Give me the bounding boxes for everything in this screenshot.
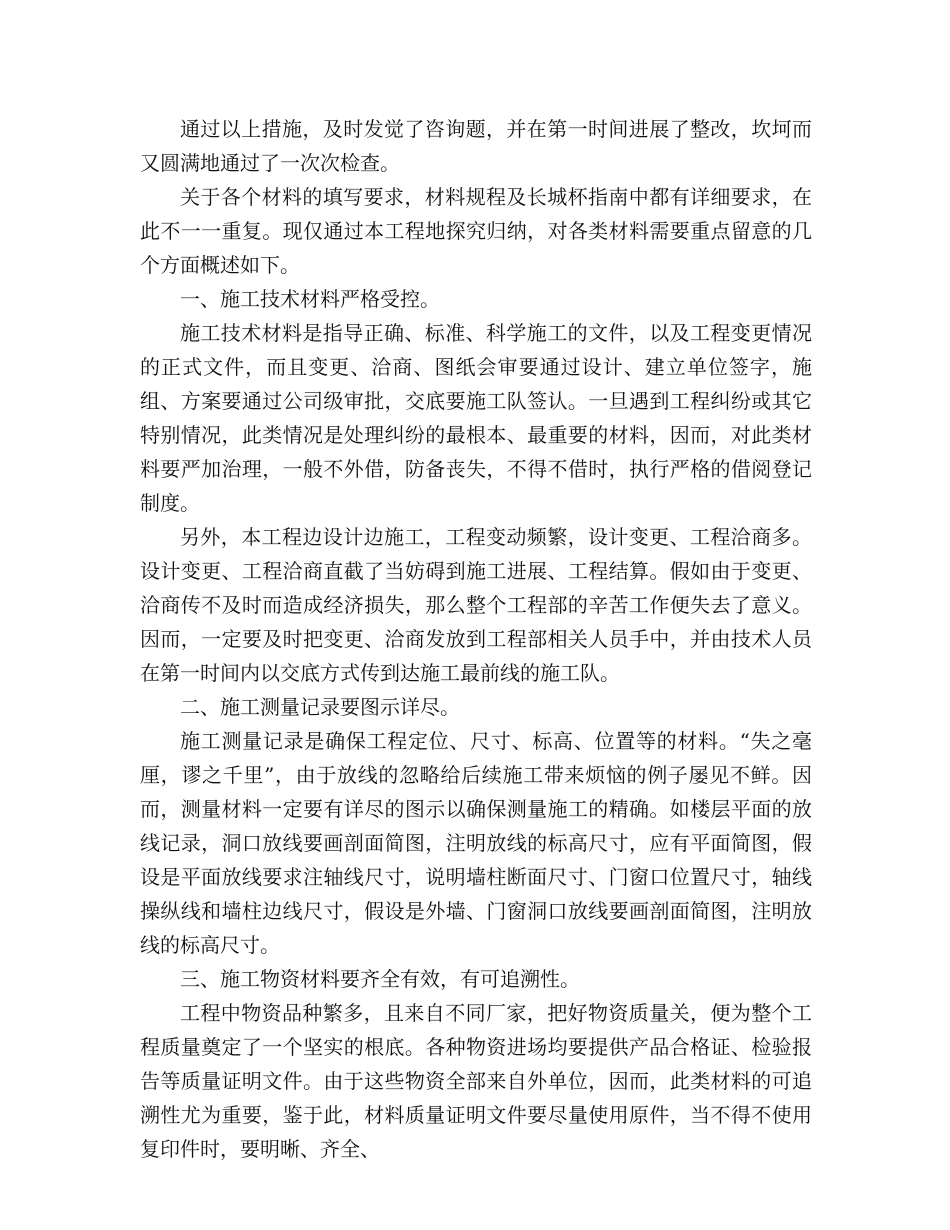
paragraph: 工程中物资品种繁多，且来自不同厂家，把好物资质量关，便为整个工程质量奠定了一个坚实的根底。各种物资进场均要提供产品合格证、检验报告等质量证明文件。由于这些物资全部来自外单位，因而，此类材料的可追溯性尤为重要，鉴于此，材料质量证明文件要尽量使用原件，当不得不使用复印件时，要明晰、齐全、 (140, 1001, 812, 1161)
paragraph: 另外，本工程边设计边施工，工程变动频繁，设计变更、工程洽商多。设计变更、工程洽商直截了当妨碍到施工进展、工程结算。假如由于变更、洽商传不及时而造成经济损失，那么整个工程部的辛苦工作便失去了意义。因而，一定要及时把变更、洽商发放到工程部相关人员手中，并由技术人员在第一时间内以交底方式传到达施工最前线的施工队。 (140, 525, 812, 685)
document-body (140, 112, 812, 1166)
section-heading: 二、施工测量记录要图示详尽。 (180, 695, 460, 719)
paragraph: 施工测量记录是确保工程定位、尺寸、标高、位置等的材料。“失之毫厘，谬之千里”，由于放线的忽略给后续施工带来烦恼的例子屡见不鲜。因而，测量材料一定要有详尽的图示以确保测量施工的精确。如楼层平面的放线记录，洞口放线要画剖面简图，注明放线的标高尺寸，应有平面简图，假设是平面放线要求注轴线尺寸，说明墙柱断面尺寸、门窗口位置尺寸，轴线操纵线和墙柱边线尺寸，假设是外墙、门窗洞口放线要画剖面简图，注明放线的标高尺寸。 (140, 729, 812, 957)
paragraph: 关于各个材料的填写要求，材料规程及长城杯指南中都有详细要求，在此不一一重复。现仅通过本工程地探究归纳，对各类材料需要重点留意的几个方面概述如下。 (140, 185, 812, 277)
section-heading: 三、施工物资材料要齐全有效，有可追溯性。 (180, 967, 580, 991)
paragraph: 施工技术材料是指导正确、标准、科学施工的文件，以及工程变更情况的正式文件，而且变更、洽商、图纸会审要通过设计、建立单位签字，施组、方案要通过公司级审批，交底要施工队签认。一旦遇到工程纠纷或其它特别情况，此类情况是处理纠纷的最根本、最重要的材料，因而，对此类材料要严加治理，一般不外借，防备丧失，不得不借时，执行严格的借阅登记制度。 (140, 321, 812, 515)
paragraph: 通过以上措施，及时发觉了咨询题，并在第一时间进展了整改，坎坷而又圆满地通过了一次次检查。 (140, 117, 812, 175)
section-heading: 一、施工技术材料严格受控。 (180, 287, 440, 311)
